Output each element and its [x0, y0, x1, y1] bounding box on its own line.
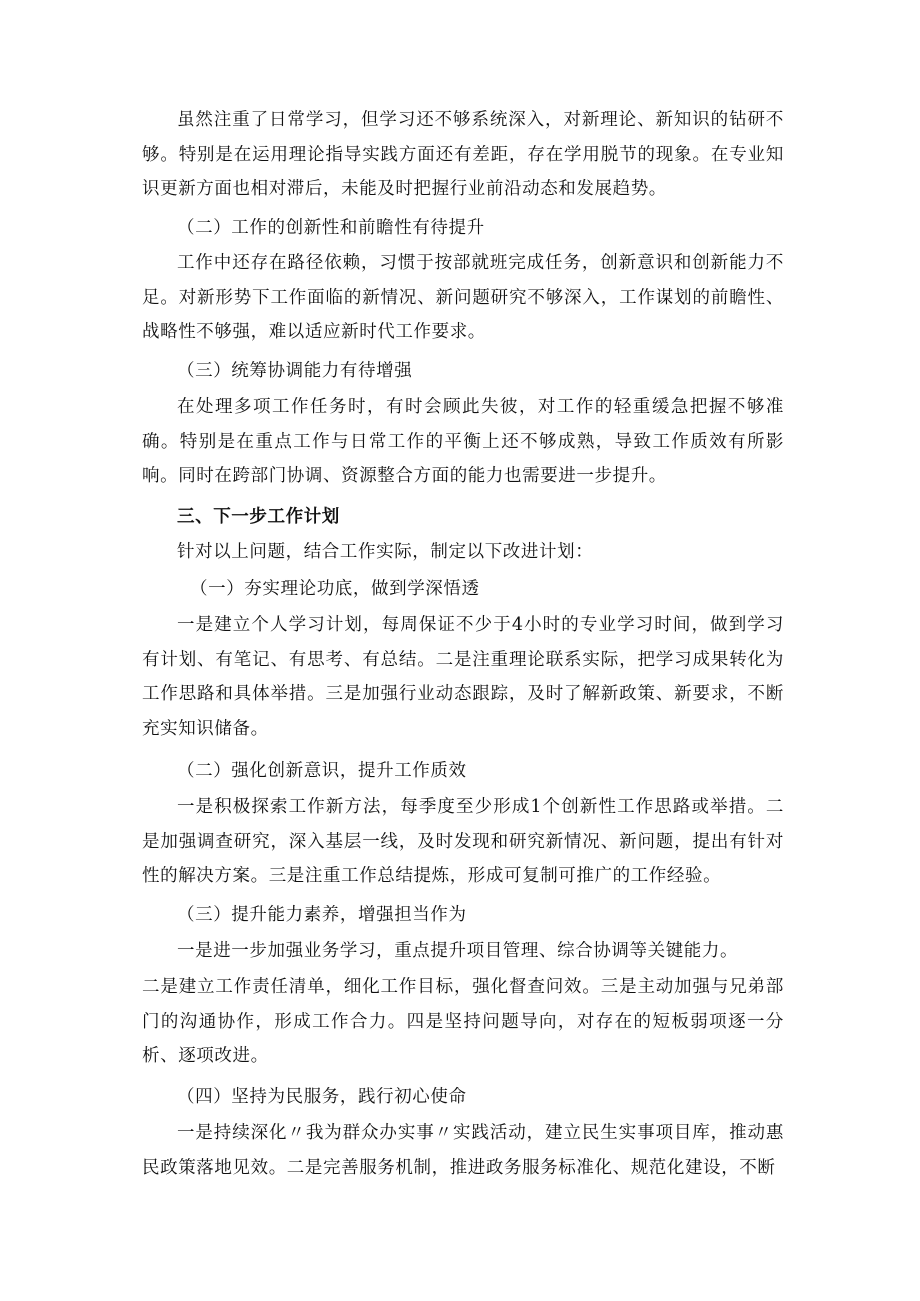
paragraph-plan-capability-first-line: 一是进一步加强业务学习，重点提升项目管理、综合协调等关键能力。 — [177, 941, 739, 961]
paragraph-plan-innovation: 一是积极探索工作新方法，每季度至少形成1个创新性工作思路或举措。二是加强调查研究，深入基层一线，及时发现和研究新情况、新问题，提出有针对性的解决方案。三是注重工作总结提炼，形成可复制可推广的工作经验。 — [142, 797, 784, 886]
subheading-coordination: （三）统筹协调能力有待增强 — [177, 361, 413, 381]
subheading-plan-capability: （三）提升能力素养，增强担当作为 — [177, 905, 467, 925]
section-heading-next-plan: 三、下一步工作计划 — [177, 507, 340, 527]
subheading-plan-theory: （一）夯实理论功底，做到学深悟透 — [190, 579, 480, 599]
paragraph-innovation-shortfall: 工作中还存在路径依赖，习惯于按部就班完成任务，创新意识和创新能力不足。对新形势下工作面临的新情况、新问题研究不够深入，工作谋划的前瞻性、战略性不够强，难以适应新时代工作要求。 — [142, 253, 784, 342]
paragraph-plan-capability-rest: 二是建立工作责任清单，细化工作目标，强化督查问效。三是主动加强与兄弟部门的沟通协作，形成工作合力。四是坚持问题导向，对存在的短板弱项逐一分析、逐项改进。 — [142, 977, 784, 1066]
paragraph-study-shortfall: 虽然注重了日常学习，但学习还不够系统深入，对新理论、新知识的钻研不够。特别是在运用理论指导实践方面还有差距，存在学用脱节的现象。在专业知识更新方面也相对滞后，未能及时把握行业前沿动态和发展趋势。 — [142, 110, 784, 199]
paragraph-plan-intro: 针对以上问题，结合工作实际，制定以下改进计划： — [177, 542, 594, 562]
subheading-innovation: （二）工作的创新性和前瞻性有待提升 — [177, 218, 485, 238]
subheading-plan-service: （四）坚持为民服务，践行初心使命 — [177, 1087, 467, 1107]
subheading-plan-innovation: （二）强化创新意识，提升工作质效 — [177, 761, 467, 781]
paragraph-coordination-shortfall: 在处理多项工作任务时，有时会顾此失彼，对工作的轻重缓急把握不够准确。特别是在重点工作与日常工作的平衡上还不够成熟，导致工作质效有所影响。同时在跨部门协调、资源整合方面的能力也需要进一步提升。 — [142, 397, 784, 486]
paragraph-plan-theory: 一是建立个人学习计划，每周保证不少于4小时的专业学习时间，做到学习有计划、有笔记、有思考、有总结。二是注重理论联系实际，把学习成果转化为工作思路和具体举措。三是加强行业动态跟踪，及时了解新政策、新要求，不断充实知识储备。 — [142, 615, 784, 739]
paragraph-plan-service: 一是持续深化〃我为群众办实事〃实践活动，建立民生实事项目库，推动惠民政策落地见效。二是完善服务机制，推进政务服务标准化、规范化建设，不断 — [142, 1123, 784, 1178]
